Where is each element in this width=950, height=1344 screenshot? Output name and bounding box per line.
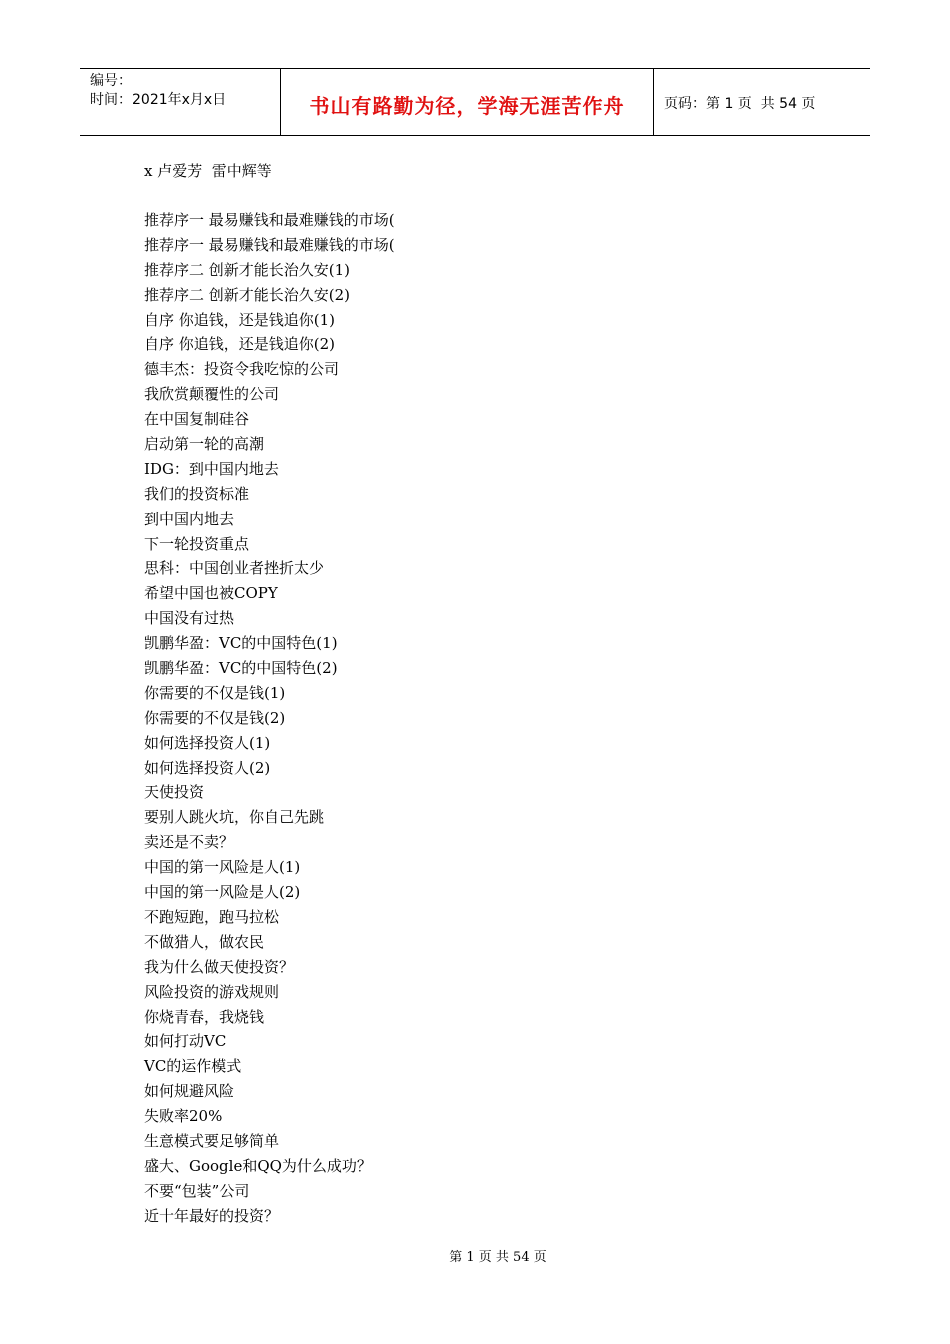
toc-item: 我们的投资标准 xyxy=(144,484,250,503)
header-motto: 书山有路勤为径，学海无涯苦作舟 xyxy=(309,93,625,118)
toc-item: 生意模式要足够简单 xyxy=(144,1131,280,1150)
toc-item: 凯鹏华盈：VC的中国特色(1) xyxy=(144,634,338,653)
toc-item: 下一轮投资重点 xyxy=(144,534,250,553)
toc-item: 到中国内地去 xyxy=(144,509,235,528)
toc-item: 希望中国也被COPY xyxy=(144,584,278,603)
toc-item: 如何选择投资人(1) xyxy=(144,733,271,752)
toc-item: 如何打动VC xyxy=(144,1032,227,1051)
time-label: 时间：2021年x月x日 xyxy=(90,92,227,108)
toc-item: 近十年最好的投资？ xyxy=(144,1206,280,1225)
toc-item: 中国没有过热 xyxy=(144,609,235,628)
toc-item: 如何规避风险 xyxy=(144,1082,235,1101)
header-meta-cell xyxy=(80,69,281,135)
toc-item: 如何选择投资人(2) xyxy=(144,758,271,777)
toc-item: 要别人跳火坑，你自己先跳 xyxy=(144,808,325,827)
toc-item: 你需要的不仅是钱(2) xyxy=(144,708,286,727)
header-motto-cell xyxy=(281,69,654,135)
toc-item: 风险投资的游戏规则 xyxy=(144,982,280,1001)
toc-item: 不要“包装”公司 xyxy=(144,1181,250,1200)
toc-item: 天使投资 xyxy=(144,783,205,802)
toc-item: 不做猎人，做农民 xyxy=(144,932,265,951)
toc-item: IDG：到中国内地去 xyxy=(144,459,279,478)
header-page-info: 页码：第 1 页 共 54 页 xyxy=(664,96,816,112)
toc-item: 推荐序一 最易赚钱和最难赚钱的市场( xyxy=(144,235,395,254)
toc-item: 启动第一轮的高潮 xyxy=(144,435,265,454)
table-of-contents xyxy=(144,208,395,1229)
document-header xyxy=(80,68,870,136)
toc-item: 失败率20% xyxy=(144,1107,223,1126)
toc-item: 自序 你追钱，还是钱追你(1) xyxy=(144,310,336,329)
toc-item: 在中国复制硅谷 xyxy=(144,410,250,429)
toc-item: 你需要的不仅是钱(1) xyxy=(144,683,286,702)
page-footer: 第 1 页 共 54 页 xyxy=(449,1250,547,1265)
toc-item: 自序 你追钱，还是钱追你(2) xyxy=(144,335,336,354)
toc-item: 不跑短跑，跑马拉松 xyxy=(144,907,280,926)
toc-item: 德丰杰：投资令我吃惊的公司 xyxy=(144,360,340,379)
toc-item: 我为什么做天使投资？ xyxy=(144,957,295,976)
toc-item: 推荐序二 创新才能长治久安(2) xyxy=(144,285,351,304)
toc-item: 中国的第一风险是人(1) xyxy=(144,858,301,877)
author-line: x 卢爱芳 雷中辉等 xyxy=(144,162,272,180)
toc-item: 推荐序一 最易赚钱和最难赚钱的市场( xyxy=(144,211,395,229)
toc-item: 中国的第一风险是人(2) xyxy=(144,883,301,902)
toc-item: 我欣赏颠覆性的公司 xyxy=(144,385,280,404)
number-label: 编号： xyxy=(90,73,132,89)
toc-item: 盛大、Google和QQ为什么成功？ xyxy=(144,1156,372,1175)
toc-item: 你烧青春，我烧钱 xyxy=(144,1007,265,1026)
toc-item: 推荐序二 创新才能长治久安(1) xyxy=(144,260,351,279)
toc-item: 卖还是不卖？ xyxy=(144,833,235,852)
toc-item: VC的运作模式 xyxy=(144,1057,242,1076)
toc-item: 凯鹏华盈：VC的中国特色(2) xyxy=(144,659,338,678)
toc-item: 思科：中国创业者挫折太少 xyxy=(144,559,325,578)
